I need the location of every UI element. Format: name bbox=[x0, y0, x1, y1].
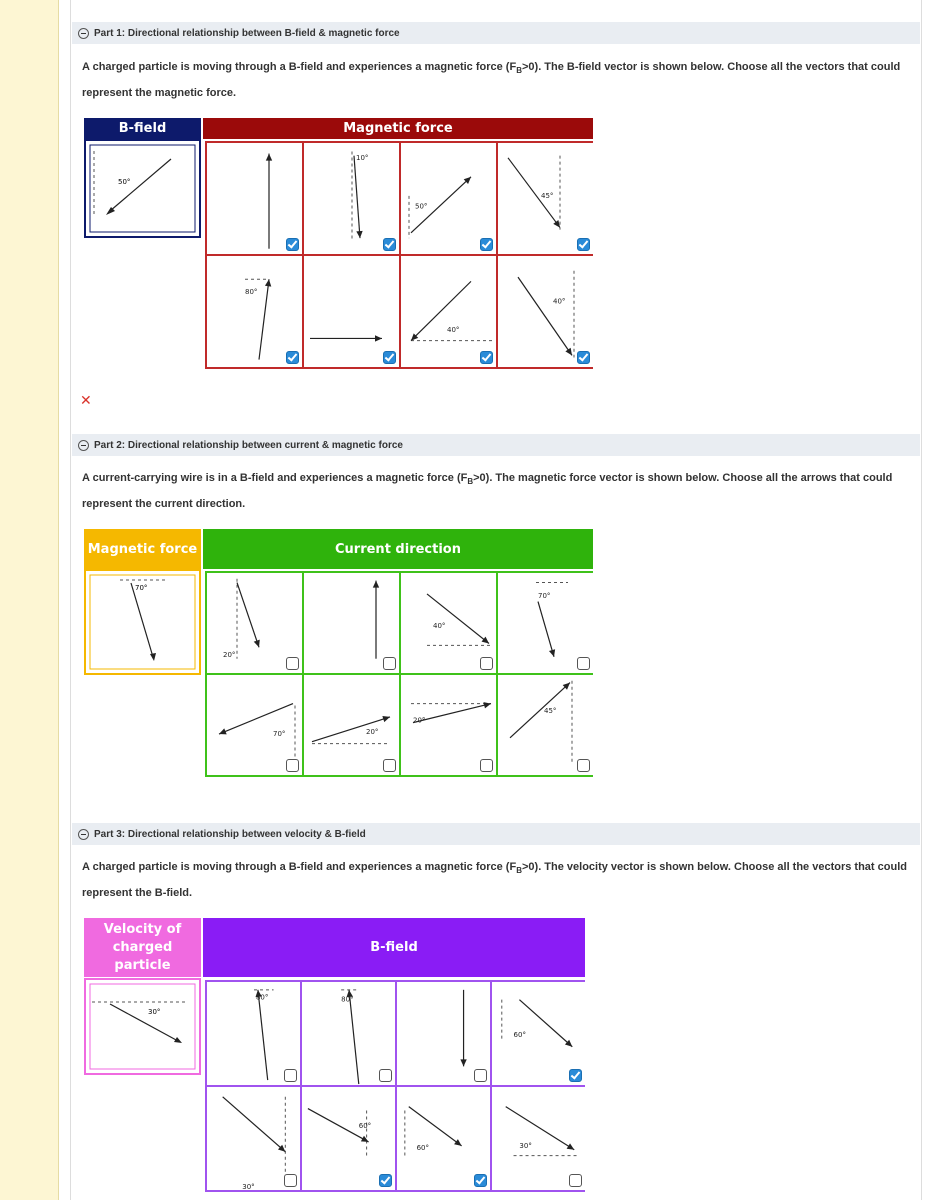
part2-option-cell-6[interactable] bbox=[304, 675, 399, 775]
vector-line bbox=[349, 990, 359, 1084]
part2-option-cell-3[interactable] bbox=[401, 573, 496, 673]
angle-label: 60° bbox=[358, 1122, 372, 1131]
vector-line bbox=[510, 683, 570, 738]
arrowhead bbox=[254, 640, 260, 648]
part1-prompt: A charged particle is moving through a B-field and experiences a magnetic force $(F_B>0)$. The B-field vector is shown below. Choose all the vectors that could represent the magnetic force. bbox=[82, 61, 901, 100]
part3-option-cell-5[interactable] bbox=[207, 1087, 300, 1190]
part2-options-grid bbox=[205, 571, 593, 777]
part2-header[interactable] bbox=[72, 434, 920, 456]
part2-option-cell-5[interactable] bbox=[207, 675, 302, 775]
collapse-icon[interactable] bbox=[78, 28, 89, 39]
checkbox-checked[interactable] bbox=[480, 238, 493, 251]
checkbox[interactable] bbox=[383, 759, 396, 772]
vector-line bbox=[259, 279, 269, 359]
part1-option-cell-7[interactable] bbox=[401, 256, 496, 367]
checkbox[interactable] bbox=[379, 1069, 392, 1082]
arrowhead bbox=[375, 335, 382, 341]
arrowhead bbox=[565, 348, 572, 356]
checkbox-checked[interactable] bbox=[286, 238, 299, 251]
vector-line bbox=[409, 1107, 462, 1146]
angle-label: 45° bbox=[544, 707, 557, 716]
angle-label: 80° bbox=[245, 288, 258, 297]
part1-option-cell-1[interactable] bbox=[207, 143, 302, 254]
part1-given-angle: 50° bbox=[118, 178, 131, 186]
checkbox-checked[interactable] bbox=[379, 1174, 392, 1187]
arrowhead bbox=[356, 231, 362, 238]
part1-option-cell-5[interactable] bbox=[207, 256, 302, 367]
checkbox[interactable] bbox=[569, 1174, 582, 1187]
vector-line bbox=[237, 583, 259, 648]
arrowhead bbox=[482, 637, 489, 644]
angle-label: 60° bbox=[513, 1030, 526, 1039]
angle-label: 10° bbox=[356, 153, 369, 162]
checkbox[interactable] bbox=[383, 657, 396, 670]
arrowhead bbox=[460, 1059, 466, 1066]
checkbox-checked[interactable] bbox=[383, 238, 396, 251]
vector-line bbox=[411, 281, 471, 340]
checkbox[interactable] bbox=[480, 657, 493, 670]
vector-line bbox=[223, 1097, 286, 1152]
arrowhead bbox=[483, 702, 491, 708]
angle-label: 60° bbox=[416, 1143, 430, 1152]
angle-label: 70° bbox=[538, 591, 551, 600]
part1-option-cell-8[interactable] bbox=[498, 256, 593, 367]
part2-option-cell-7[interactable] bbox=[401, 675, 496, 775]
part2-options-header: Current direction bbox=[203, 529, 593, 569]
checkbox[interactable] bbox=[577, 657, 590, 670]
vector-line bbox=[519, 1000, 572, 1047]
checkbox[interactable] bbox=[480, 759, 493, 772]
part3-options-grid bbox=[205, 980, 585, 1192]
part3-option-cell-2[interactable] bbox=[302, 982, 395, 1085]
part3-option-cell-4[interactable] bbox=[492, 982, 585, 1085]
arrowhead bbox=[553, 220, 560, 228]
part1-option-cell-6[interactable] bbox=[304, 256, 399, 367]
part3-option-cell-6[interactable] bbox=[302, 1087, 395, 1190]
part3-option-cell-1[interactable] bbox=[207, 982, 300, 1085]
checkbox[interactable] bbox=[474, 1069, 487, 1082]
arrowhead bbox=[567, 1143, 575, 1149]
part2-given-cell bbox=[84, 569, 201, 675]
angle-label: 20° bbox=[223, 650, 236, 659]
checkbox-checked[interactable] bbox=[474, 1174, 487, 1187]
angle-label: 80° bbox=[255, 993, 269, 1002]
part3-option-cell-3[interactable] bbox=[397, 982, 490, 1085]
part2-option-cell-4[interactable] bbox=[498, 573, 593, 673]
part2-option-cell-1[interactable] bbox=[207, 573, 302, 673]
angle-label: 50° bbox=[415, 202, 428, 211]
arrowhead bbox=[454, 1139, 462, 1146]
vector-line bbox=[354, 156, 360, 238]
part3-given-cell bbox=[84, 978, 201, 1075]
part2-given-angle: 70° bbox=[135, 584, 148, 592]
checkbox[interactable] bbox=[577, 759, 590, 772]
checkbox-checked[interactable] bbox=[480, 351, 493, 364]
checkbox[interactable] bbox=[284, 1069, 297, 1082]
vector-line bbox=[427, 594, 489, 644]
part3-given-angle: 30° bbox=[148, 1008, 161, 1016]
angle-label: 30° bbox=[519, 1141, 532, 1150]
part3-title: Part 3: Directional relationship between velocity & B-field bbox=[94, 828, 366, 840]
checkbox-checked[interactable] bbox=[569, 1069, 582, 1082]
angle-label: 40° bbox=[433, 622, 446, 631]
part3-given-header: Velocity of charged particle bbox=[84, 918, 201, 977]
angle-label: 20° bbox=[413, 716, 426, 725]
part2-given-header: Magnetic force bbox=[84, 529, 201, 569]
angle-label: 30° bbox=[242, 1183, 255, 1190]
arrowhead bbox=[373, 581, 379, 588]
part1-option-cell-3[interactable] bbox=[401, 143, 496, 254]
angle-label: 40° bbox=[447, 326, 460, 335]
checkbox[interactable] bbox=[286, 657, 299, 670]
part1-header[interactable] bbox=[72, 22, 920, 44]
checkbox-checked[interactable] bbox=[286, 351, 299, 364]
part3-header[interactable] bbox=[72, 823, 920, 845]
checkbox[interactable] bbox=[284, 1174, 297, 1187]
vector-line bbox=[255, 990, 269, 1080]
part2-option-cell-8[interactable] bbox=[498, 675, 593, 775]
angle-label: 70° bbox=[273, 729, 286, 738]
part3-option-cell-8[interactable] bbox=[492, 1087, 585, 1190]
part1-options-header: Magnetic force bbox=[203, 118, 593, 139]
arrowhead bbox=[265, 279, 271, 286]
vector-line bbox=[538, 602, 554, 657]
part2-prompt: A current-carrying wire is in a B-field and experiences a magnetic force $(F_B>0)$. The magnetic force vector is shown below. Choose all the arrows that could represent the current direction. bbox=[82, 472, 893, 511]
arrowhead bbox=[382, 716, 390, 722]
vector-line bbox=[518, 277, 572, 355]
part1-given-cell bbox=[84, 139, 201, 238]
part1-title: Part 1: Directional relationship between B-field & magnetic force bbox=[94, 27, 400, 39]
checkbox-checked[interactable] bbox=[383, 351, 396, 364]
part1-option-cell-2[interactable] bbox=[304, 143, 399, 254]
arrowhead bbox=[266, 154, 272, 161]
angle-label: 20° bbox=[366, 728, 379, 737]
angle-label: 40° bbox=[553, 297, 566, 306]
collapse-icon[interactable] bbox=[78, 829, 89, 840]
checkbox-checked[interactable] bbox=[577, 238, 590, 251]
vector-line bbox=[506, 1107, 575, 1150]
part2-title: Part 2: Directional relationship between current & magnetic force bbox=[94, 439, 403, 451]
part1-option-cell-4[interactable] bbox=[498, 143, 593, 254]
collapse-icon[interactable] bbox=[78, 440, 89, 451]
part3-option-cell-7[interactable] bbox=[397, 1087, 490, 1190]
part1-given-header: B-field bbox=[84, 118, 201, 139]
angle-label: 45° bbox=[541, 191, 554, 200]
checkbox[interactable] bbox=[286, 759, 299, 772]
checkbox-checked[interactable] bbox=[577, 351, 590, 364]
part1-options-grid bbox=[205, 141, 593, 369]
angle-label: 80° bbox=[341, 995, 354, 1004]
incorrect-icon: ✕ bbox=[80, 392, 92, 408]
part2-option-cell-2[interactable] bbox=[304, 573, 399, 673]
part3-options-header: B-field bbox=[203, 918, 585, 977]
left-gutter bbox=[0, 0, 59, 1200]
part3-prompt: A charged particle is moving through a B-field and experiences a magnetic force $(F_B>0)$. The velocity vector is shown below. Choose all the vectors that could represent the B-field. bbox=[82, 861, 907, 900]
